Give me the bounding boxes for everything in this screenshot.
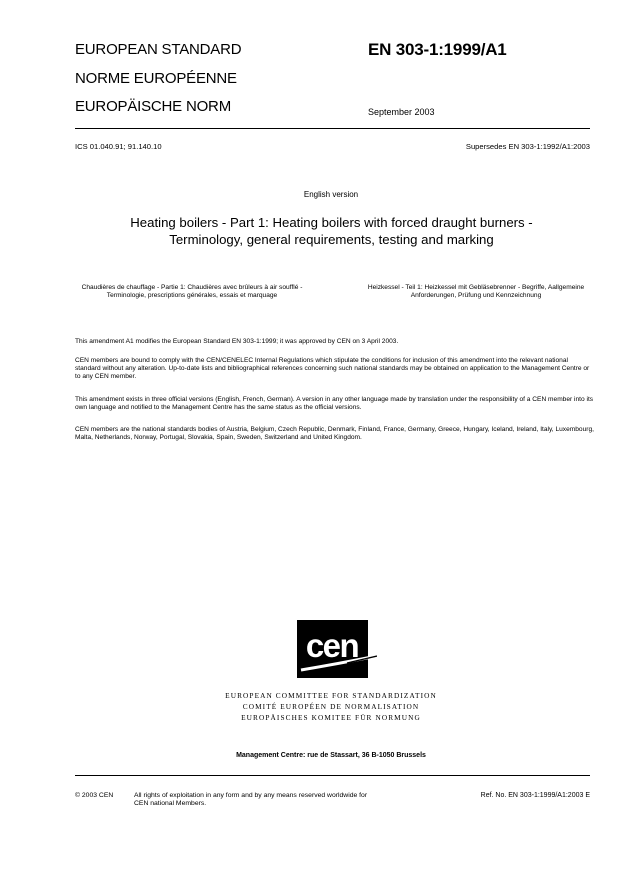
ics-classification: ICS 01.040.91; 91.140.10 [75,142,162,151]
document-number: EN 303-1:1999/A1 [368,40,507,59]
compliance-paragraph: CEN members are bound to comply with the CEN/CENELEC Internal Regulations which stipulate the conditions for inclusion of this amendment into the relevant national standard without any alteration. Up-to-date lists and bibliographical references concerning such national standards may be obtained on application to the Management Centre or to any CEN member. [75,357,590,380]
standard-title-en: EUROPEAN STANDARD [75,41,242,58]
standard-title-de: EUROPÄISCHE NORM [75,98,231,115]
copyright: © 2003 CEN [75,792,114,799]
cen-logo [297,620,377,687]
committee-name-de: EUROPÄISCHES KOMITEE FÜR NORMUNG [241,712,421,722]
subtitle-french: Chaudières de chauffage - Partie 1: Chaudières avec brûleurs à air soufflé - Terminologie, prescriptions générales, essais et marquage [81,284,303,300]
header-divider [75,128,590,129]
versions-paragraph: This amendment exists in three official versions (English, French, German). A version in any other language made by translation under the responsibility of a CEN member into its own language and notified to the Management Centre has the same status as the official versions. [75,396,594,411]
reference-number: Ref. No. EN 303-1:1999/A1:2003 E [480,792,590,799]
management-centre-address: Management Centre: rue de Stassart, 36 B-1050 Brussels [236,752,426,759]
publication-date: September 2003 [368,107,435,117]
committee-name-fr: COMITÉ EUROPÉEN DE NORMALISATION [242,701,420,711]
committee-name-en: EUROPEAN COMMITTEE FOR STANDARDIZATION [225,691,437,700]
document-title: Heating boilers - Part 1: Heating boilers with forced draught burners - Terminology, general requirements, testing and marking [130,215,533,247]
footer-divider [75,775,590,776]
members-paragraph: CEN members are the national standards bodies of Austria, Belgium, Czech Republic, Denmark, Finland, France, Germany, Greece, Hungary, Iceland, Ireland, Italy, Luxembourg, Malta, Netherlands, Norway, Portugal, Slovakia, Spain, Sweden, Switzerland and United Kingdom. [75,426,594,441]
language-version: English version [303,190,359,199]
subtitle-german: Heizkessel - Teil 1: Heizkessel mit Gebläsebrenner - Begriffe, Aallgemeine Anforderungen, Prüfung und Kennzeichnung [367,284,585,300]
supersedes-note: Supersedes EN 303-1:1992/A1:2003 [465,142,590,151]
committee-names [200,691,462,723]
standard-title-fr: NORME EUROPÉENNE [75,70,237,87]
rights-notice: All rights of exploitation in any form and by any means reserved worldwide for CEN national Members. [134,792,368,807]
svg-text:cen: cen [305,627,359,664]
approval-paragraph: This amendment A1 modifies the European Standard EN 303-1:1999; it was approved by CEN on 3 April 2003. [75,338,399,345]
